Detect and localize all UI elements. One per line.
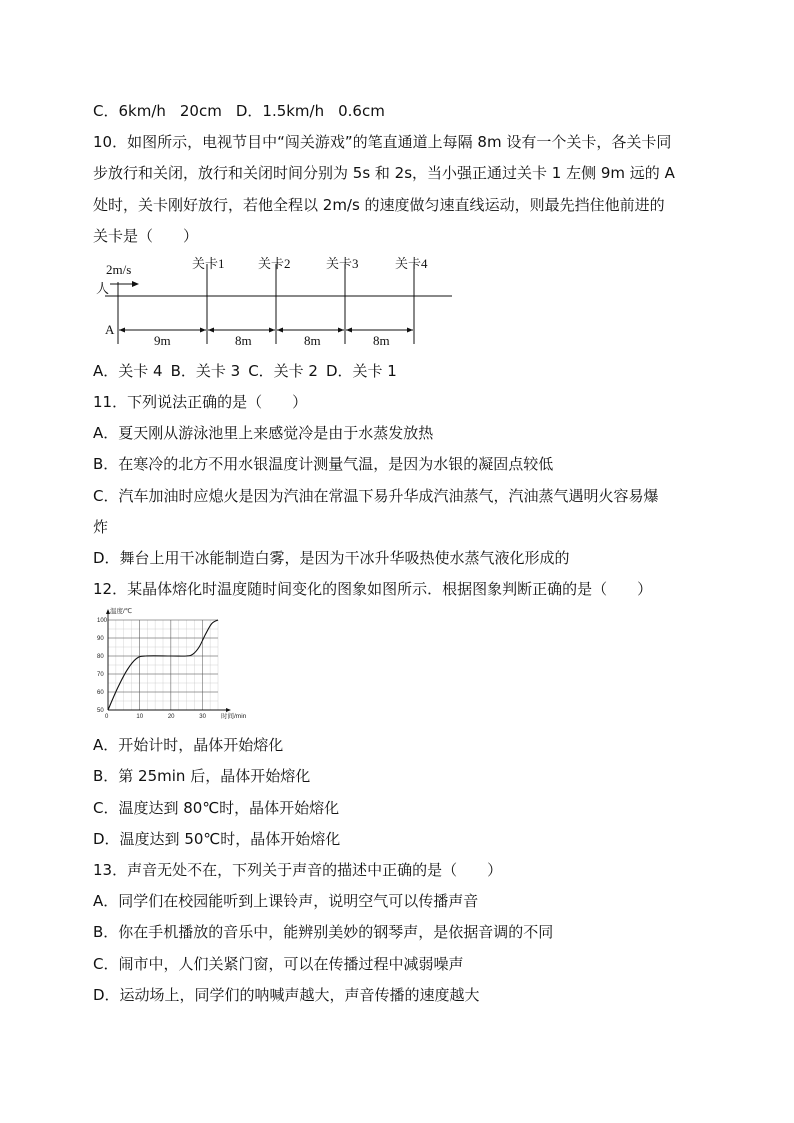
chart-y-tick-label: 100 xyxy=(97,618,108,624)
q10-stem-line-3: 处时，关卡刚好放行，若他全程以 2m/s 的速度做匀速直线运动，则最先挡住他前进的 xyxy=(93,196,665,214)
chart-x-tick-label: 20 xyxy=(167,714,175,720)
q13-option-a: A．同学们在校园能听到上课铃声，说明空气可以传播声音 xyxy=(93,892,479,910)
chart-y-tick-label: 50 xyxy=(97,708,104,714)
q10-stem-line-4: 关卡是（ ） xyxy=(93,227,199,245)
q12-option-a: A．开始计时，晶体开始熔化 xyxy=(93,736,284,754)
q10-gate-3-label: 关卡3 xyxy=(326,256,359,271)
q13-stem: 13．声音无处不在，下列关于声音的描述中正确的是（ ） xyxy=(93,861,503,879)
chart-tick-labels xyxy=(97,618,207,720)
q12-option-b: B．第 25min 后，晶体开始熔化 xyxy=(93,767,311,785)
chart-x-axis-label: 时间/min xyxy=(221,713,247,720)
q10-stem-line-2: 步放行和关闭，放行和关闭时间分别为 5s 和 2s，当小强正通过关卡 1 左侧 9m 远的 A xyxy=(93,164,675,182)
q10-distance-1: 9m xyxy=(154,333,171,348)
q9-option-d-value: 0.6cm xyxy=(338,102,385,120)
chart-x-axis-arrow xyxy=(226,708,231,712)
q10-distance-4: 8m xyxy=(373,333,390,348)
q11-stem: 11．下列说法正确的是（ ） xyxy=(93,393,308,411)
q11-option-d: D．舞台上用干冰能制造白雾，是因为干冰升华吸热使水蒸气液化形成的 xyxy=(93,549,570,567)
q11-option-c-line-2: 炸 xyxy=(93,518,109,536)
chart-x-tick-label: 30 xyxy=(199,714,206,720)
chart-x-tick-label: 0 xyxy=(105,714,109,720)
q13-option-b: B．你在手机播放的音乐中，能辨别美妙的钢琴声，是依据音调的不同 xyxy=(93,923,554,941)
q10-gate-1-label: 关卡1 xyxy=(192,256,225,271)
chart-y-tick-label: 70 xyxy=(97,672,104,678)
chart-axes xyxy=(106,609,231,712)
q10-speed-arrowhead xyxy=(132,281,139,287)
q13-option-d: D．运动场上，同学们的呐喊声越大，声音传播的速度越大 xyxy=(93,986,480,1004)
q9-option-c-value: 20cm xyxy=(179,102,222,120)
q12-stem: 12．某晶体熔化时温度随时间变化的图象如图所示．根据图象判断正确的是（ ） xyxy=(93,580,653,598)
q10-option-b: B．关卡 3 xyxy=(170,362,241,380)
q10-gate-diagram xyxy=(90,252,460,352)
q12-melting-chart xyxy=(88,604,248,724)
q10-gate-2-label: 关卡2 xyxy=(258,256,291,271)
q10-distance-2: 8m xyxy=(235,333,252,348)
chart-grid xyxy=(108,620,218,710)
q10-options xyxy=(93,361,397,381)
q10-stem-line-1: 10．如图所示，电视节目中“闯关游戏”的笔直通道上每隔 8m 设有一个关卡，各关卡同 xyxy=(93,133,672,151)
q10-option-c: C．关卡 2 xyxy=(248,362,318,380)
q10-point-a: A xyxy=(105,322,115,337)
q10-gate-4-label: 关卡4 xyxy=(395,256,428,271)
chart-x-tick-label: 10 xyxy=(136,714,144,720)
q10-speed-label: 2m/s xyxy=(106,262,132,277)
chart-y-axis-label: 温度/℃ xyxy=(110,608,133,615)
chart-y-tick-label: 60 xyxy=(97,690,104,696)
q12-option-c: C．温度达到 80℃时，晶体开始熔化 xyxy=(93,799,340,817)
q10-option-d: D．关卡 1 xyxy=(325,362,397,380)
q9-option-c: C．6km/h xyxy=(93,102,166,120)
q11-option-a: A．夏天刚从游泳池里上来感觉冷是由于水蒸发放热 xyxy=(93,424,434,442)
q11-option-c-line-1: C．汽车加油时应熄火是因为汽油在常温下易升华成汽油蒸气，汽油蒸气遇明火容易爆 xyxy=(93,487,659,505)
q10-option-a: A．关卡 4 xyxy=(93,362,163,380)
q11-option-b: B．在寒冷的北方不用水银温度计测量气温，是因为水银的凝固点较低 xyxy=(93,455,554,473)
q10-distance-3: 8m xyxy=(304,333,321,348)
q9-option-d: D．1.5km/h xyxy=(235,102,325,120)
q9-options-cd xyxy=(93,101,385,121)
q13-option-c: C．闹市中，人们关紧门窗，可以在传播过程中减弱噪声 xyxy=(93,955,464,973)
q12-option-d: D．温度达到 50℃时，晶体开始熔化 xyxy=(93,830,341,848)
chart-y-tick-label: 80 xyxy=(97,654,104,660)
q10-person-label: 人 xyxy=(96,281,110,296)
q10-dimension-row xyxy=(119,328,413,333)
chart-y-tick-label: 90 xyxy=(97,636,104,642)
